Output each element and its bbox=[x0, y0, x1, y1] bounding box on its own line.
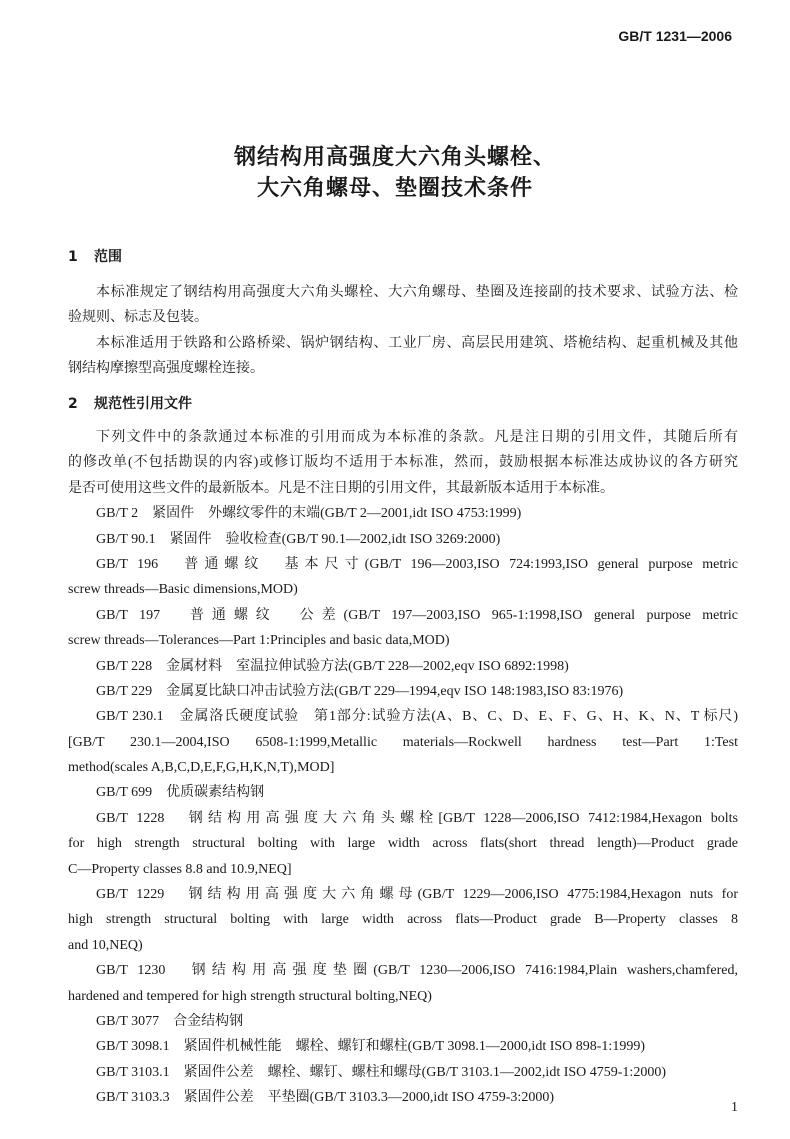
text-line: GB/T 3098.1 紧固件机械性能 螺栓、螺钉和螺柱(GB/T 3098.1—2000,idt ISO 898-1:1999) bbox=[96, 1039, 645, 1055]
text-line: and 10,NEQ) bbox=[68, 937, 143, 953]
section-references-body bbox=[68, 425, 738, 1111]
text-line: 本标准适用于铁路和公路桥梁、锅炉钢结构、工业厂房、高层民用建筑、塔桅结构、起重机械及其他 bbox=[96, 335, 738, 351]
standard-code-header: GB/T 1231—2006 bbox=[618, 28, 732, 44]
paragraph bbox=[68, 425, 738, 501]
text-line: GB/T 228 金属材料 室温拉伸试验方法(GB/T 228—2002,eqv ISO 6892:1998) bbox=[96, 658, 569, 674]
reference-entry bbox=[68, 1034, 738, 1059]
reference-entry bbox=[68, 1060, 738, 1085]
reference-entry bbox=[68, 1085, 738, 1110]
text-line: 验规则、标志及包装。 bbox=[68, 310, 208, 326]
text-line: screw threads—Basic dimensions,MOD) bbox=[68, 582, 298, 598]
section-scope-body bbox=[68, 280, 738, 382]
reference-entry bbox=[68, 654, 738, 679]
text-line: GB/T 196 普通螺纹 基本尺寸(GB/T 196—2003,ISO 724:1993,ISO general purpose metric bbox=[96, 556, 738, 572]
text-line: hardened and tempered for high strength structural bolting,NEQ) bbox=[68, 988, 432, 1004]
reference-entry bbox=[68, 780, 738, 805]
text-line: method(scales A,B,C,D,E,F,G,H,K,N,T),MOD] bbox=[68, 760, 335, 776]
reference-entry bbox=[68, 603, 738, 654]
text-line: GB/T 1230 钢结构用高强度垫圈(GB/T 1230—2006,ISO 7416:1984,Plain washers,chamfered, bbox=[96, 963, 738, 979]
reference-entry bbox=[68, 501, 738, 526]
reference-entry bbox=[68, 882, 738, 958]
text-line: GB/T 230.1 金属洛氏硬度试验 第1部分:试验方法(A、B、C、D、E、F、G、H、K、N、T 标尺) bbox=[96, 709, 738, 725]
paragraph bbox=[68, 331, 738, 382]
reference-entry bbox=[68, 958, 738, 1009]
reference-entry bbox=[68, 527, 738, 552]
text-line: screw threads—Tolerances—Part 1:Principles and basic data,MOD) bbox=[68, 633, 450, 649]
reference-entry bbox=[68, 679, 738, 704]
text-line: GB/T 197 普通螺纹 公差(GB/T 197—2003,ISO 965-1:1998,ISO general purpose metric bbox=[96, 607, 738, 623]
section-title: 范围 bbox=[94, 249, 122, 265]
text-line: GB/T 699 优质碳素结构钢 bbox=[96, 785, 265, 801]
paragraph bbox=[68, 280, 738, 331]
text-line: 的修改单(不包括勘误的内容)或修订版均不适用于本标准，然而，鼓励根据本标准达成协议的各方研究 bbox=[68, 455, 738, 471]
reference-entry bbox=[68, 806, 738, 882]
text-line: for high strength structural bolting with large width across flats(short thread length)—Product grade bbox=[68, 836, 738, 852]
text-line: GB/T 2 紧固件 外螺纹零件的末端(GB/T 2—2001,idt ISO 4753:1999) bbox=[96, 506, 522, 522]
text-line: GB/T 3103.3 紧固件公差 平垫圈(GB/T 3103.3—2000,idt ISO 4759-3:2000) bbox=[96, 1090, 554, 1106]
text-line: high strength structural bolting with large width across flats—Product grade B—Property classes 8 bbox=[68, 912, 738, 928]
text-line: 是否可使用这些文件的最新版本。凡是不注日期的引用文件，其最新版本适用于本标准。 bbox=[68, 480, 614, 496]
text-line: GB/T 229 金属夏比缺口冲击试验方法(GB/T 229—1994,eqv ISO 148:1983,ISO 83:1976) bbox=[96, 683, 624, 699]
section-number: 2 bbox=[68, 396, 78, 412]
document-title-line-2: 大六角螺母、垫圈技术条件 bbox=[256, 176, 533, 201]
section-number: 1 bbox=[68, 249, 78, 265]
text-line: C—Property classes 8.8 and 10.9,NEQ] bbox=[68, 861, 292, 877]
text-line: GB/T 90.1 紧固件 验收检查(GB/T 90.1—2002,idt ISO 3269:2000) bbox=[96, 531, 501, 547]
reference-entry bbox=[68, 704, 738, 780]
reference-entry bbox=[68, 552, 738, 603]
document-title-line-1: 钢结构用高强度大六角头螺栓、 bbox=[233, 145, 556, 170]
text-line: GB/T 3077 合金结构钢 bbox=[96, 1013, 244, 1029]
text-line: 下列文件中的条款通过本标准的引用而成为本标准的条款。凡是注日期的引用文件，其随后所有 bbox=[96, 430, 738, 445]
text-line: GB/T 1229 钢结构用高强度大六角螺母(GB/T 1229—2006,ISO 4775:1984,Hexagon nuts for bbox=[96, 887, 738, 903]
text-line: GB/T 3103.1 紧固件公差 螺栓、螺钉、螺柱和螺母(GB/T 3103.1—2002,idt ISO 4759-1:2000) bbox=[96, 1064, 666, 1080]
text-line: 钢结构摩擦型高强度螺栓连接。 bbox=[68, 361, 264, 377]
page-number: 1 bbox=[731, 1100, 738, 1115]
text-line: GB/T 1228 钢结构用高强度大六角头螺栓[GB/T 1228—2006,ISO 7412:1984,Hexagon bolts bbox=[96, 810, 738, 826]
section-heading-normative-references bbox=[68, 393, 192, 413]
section-heading-scope bbox=[68, 246, 122, 266]
section-title: 规范性引用文件 bbox=[94, 396, 192, 412]
text-line: [GB/T 230.1—2004,ISO 6508-1:1999,Metallic materials—Rockwell hardness test—Part 1:Test bbox=[68, 734, 738, 750]
reference-entry bbox=[68, 1009, 738, 1034]
text-line: 本标准规定了钢结构用高强度大六角头螺栓、大六角螺母、垫圈及连接副的技术要求、试验方法、检 bbox=[96, 285, 738, 300]
